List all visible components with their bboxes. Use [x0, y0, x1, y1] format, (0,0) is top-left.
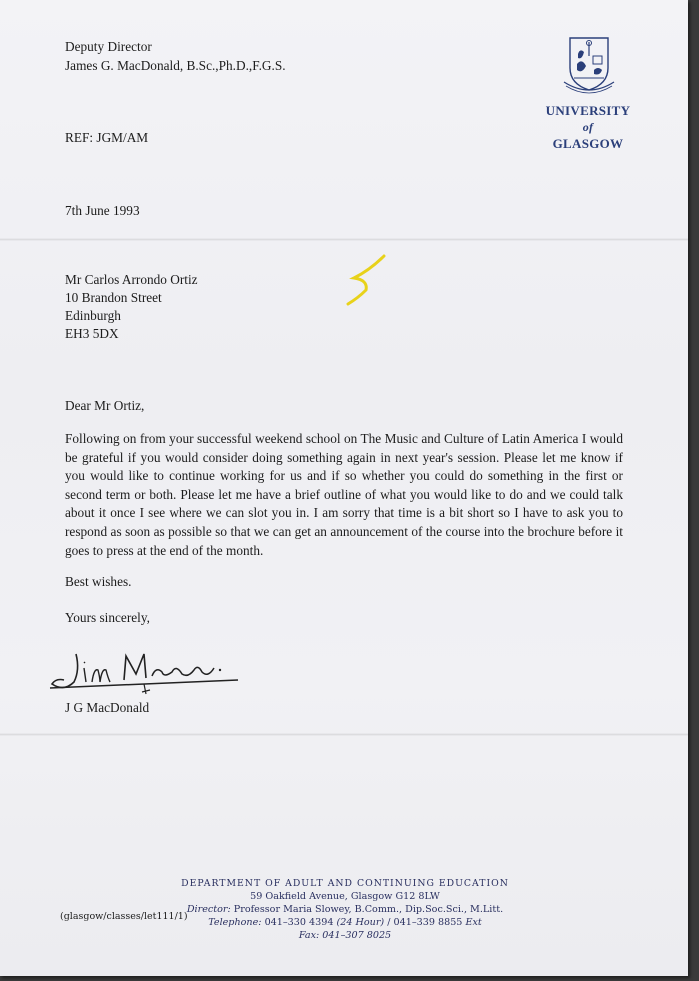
recipient-postcode: EH3 5DX: [65, 326, 119, 341]
letter-body: Following on from your successful weekend school on The Music and Culture of Latin America I would be grateful if you would consider doing something again in next year's session. Please let me know if you would like to continue working for us and if so whether you could do something in the first or second term or both. Please let me have a brief outline of what you would like to do and we could talk about it once I see where we can slot you in. I am sorry that time is a bit short so I have to ask you to respond as soon as possible so that we can get an announcement of the course into the brochure before it goes to press at the end of the month.: [65, 431, 623, 558]
telephone-value: 041–330 4394: [264, 917, 334, 928]
recipient-city: Edinburgh: [65, 308, 121, 323]
director-label: Director:: [186, 904, 231, 915]
telephone-hours: (24 Hour): [336, 917, 385, 928]
footer-address: 59 Oakfield Avenue, Glasgow G12 8LW: [250, 891, 440, 902]
fax-value: Fax: 041–307 8025: [298, 930, 392, 941]
footer-director: [180, 903, 510, 916]
recipient-street: 10 Brandon Street: [65, 290, 162, 305]
handwritten-signature: [48, 648, 248, 703]
yellow-tick-mark-icon: [340, 250, 390, 315]
fold-line: [0, 733, 688, 736]
closing-sincerely: Yours sincerely,: [65, 610, 150, 625]
footer: [180, 877, 510, 942]
telephone-ext: / 041–339 8855: [387, 917, 463, 928]
university-name-line2: of: [582, 120, 594, 134]
recipient-name: Mr Carlos Arrondo Ortiz: [65, 272, 198, 287]
university-crest-icon: [560, 34, 618, 96]
sender-title: Deputy Director: [65, 39, 152, 54]
footer-telephone: [180, 916, 510, 929]
university-name-line3: GLASGOW: [552, 136, 624, 151]
university-name-line1: UNIVERSITY: [545, 103, 631, 118]
letter-date: 7th June 1993: [65, 203, 140, 218]
fold-line: [0, 238, 688, 241]
reference: REF: JGM/AM: [65, 130, 149, 145]
footer-fax: [180, 929, 510, 942]
closing-wishes: Best wishes.: [65, 574, 132, 589]
director-value: Professor Maria Slowey, B.Comm., Dip.Soc.Sci., M.Litt.: [233, 904, 504, 915]
signatory-name: J G MacDonald: [65, 700, 150, 715]
telephone-label: Telephone:: [208, 917, 262, 928]
salutation: Dear Mr Ortiz,: [65, 398, 145, 413]
file-reference: (glasgow/classes/let111/1): [60, 911, 188, 922]
footer-department: DEPARTMENT OF ADULT AND CONTINUING EDUCATION: [181, 878, 509, 889]
sender-name: James G. MacDonald, B.Sc.,Ph.D.,F.G.S.: [65, 58, 286, 73]
ext-label: Ext: [465, 917, 482, 928]
